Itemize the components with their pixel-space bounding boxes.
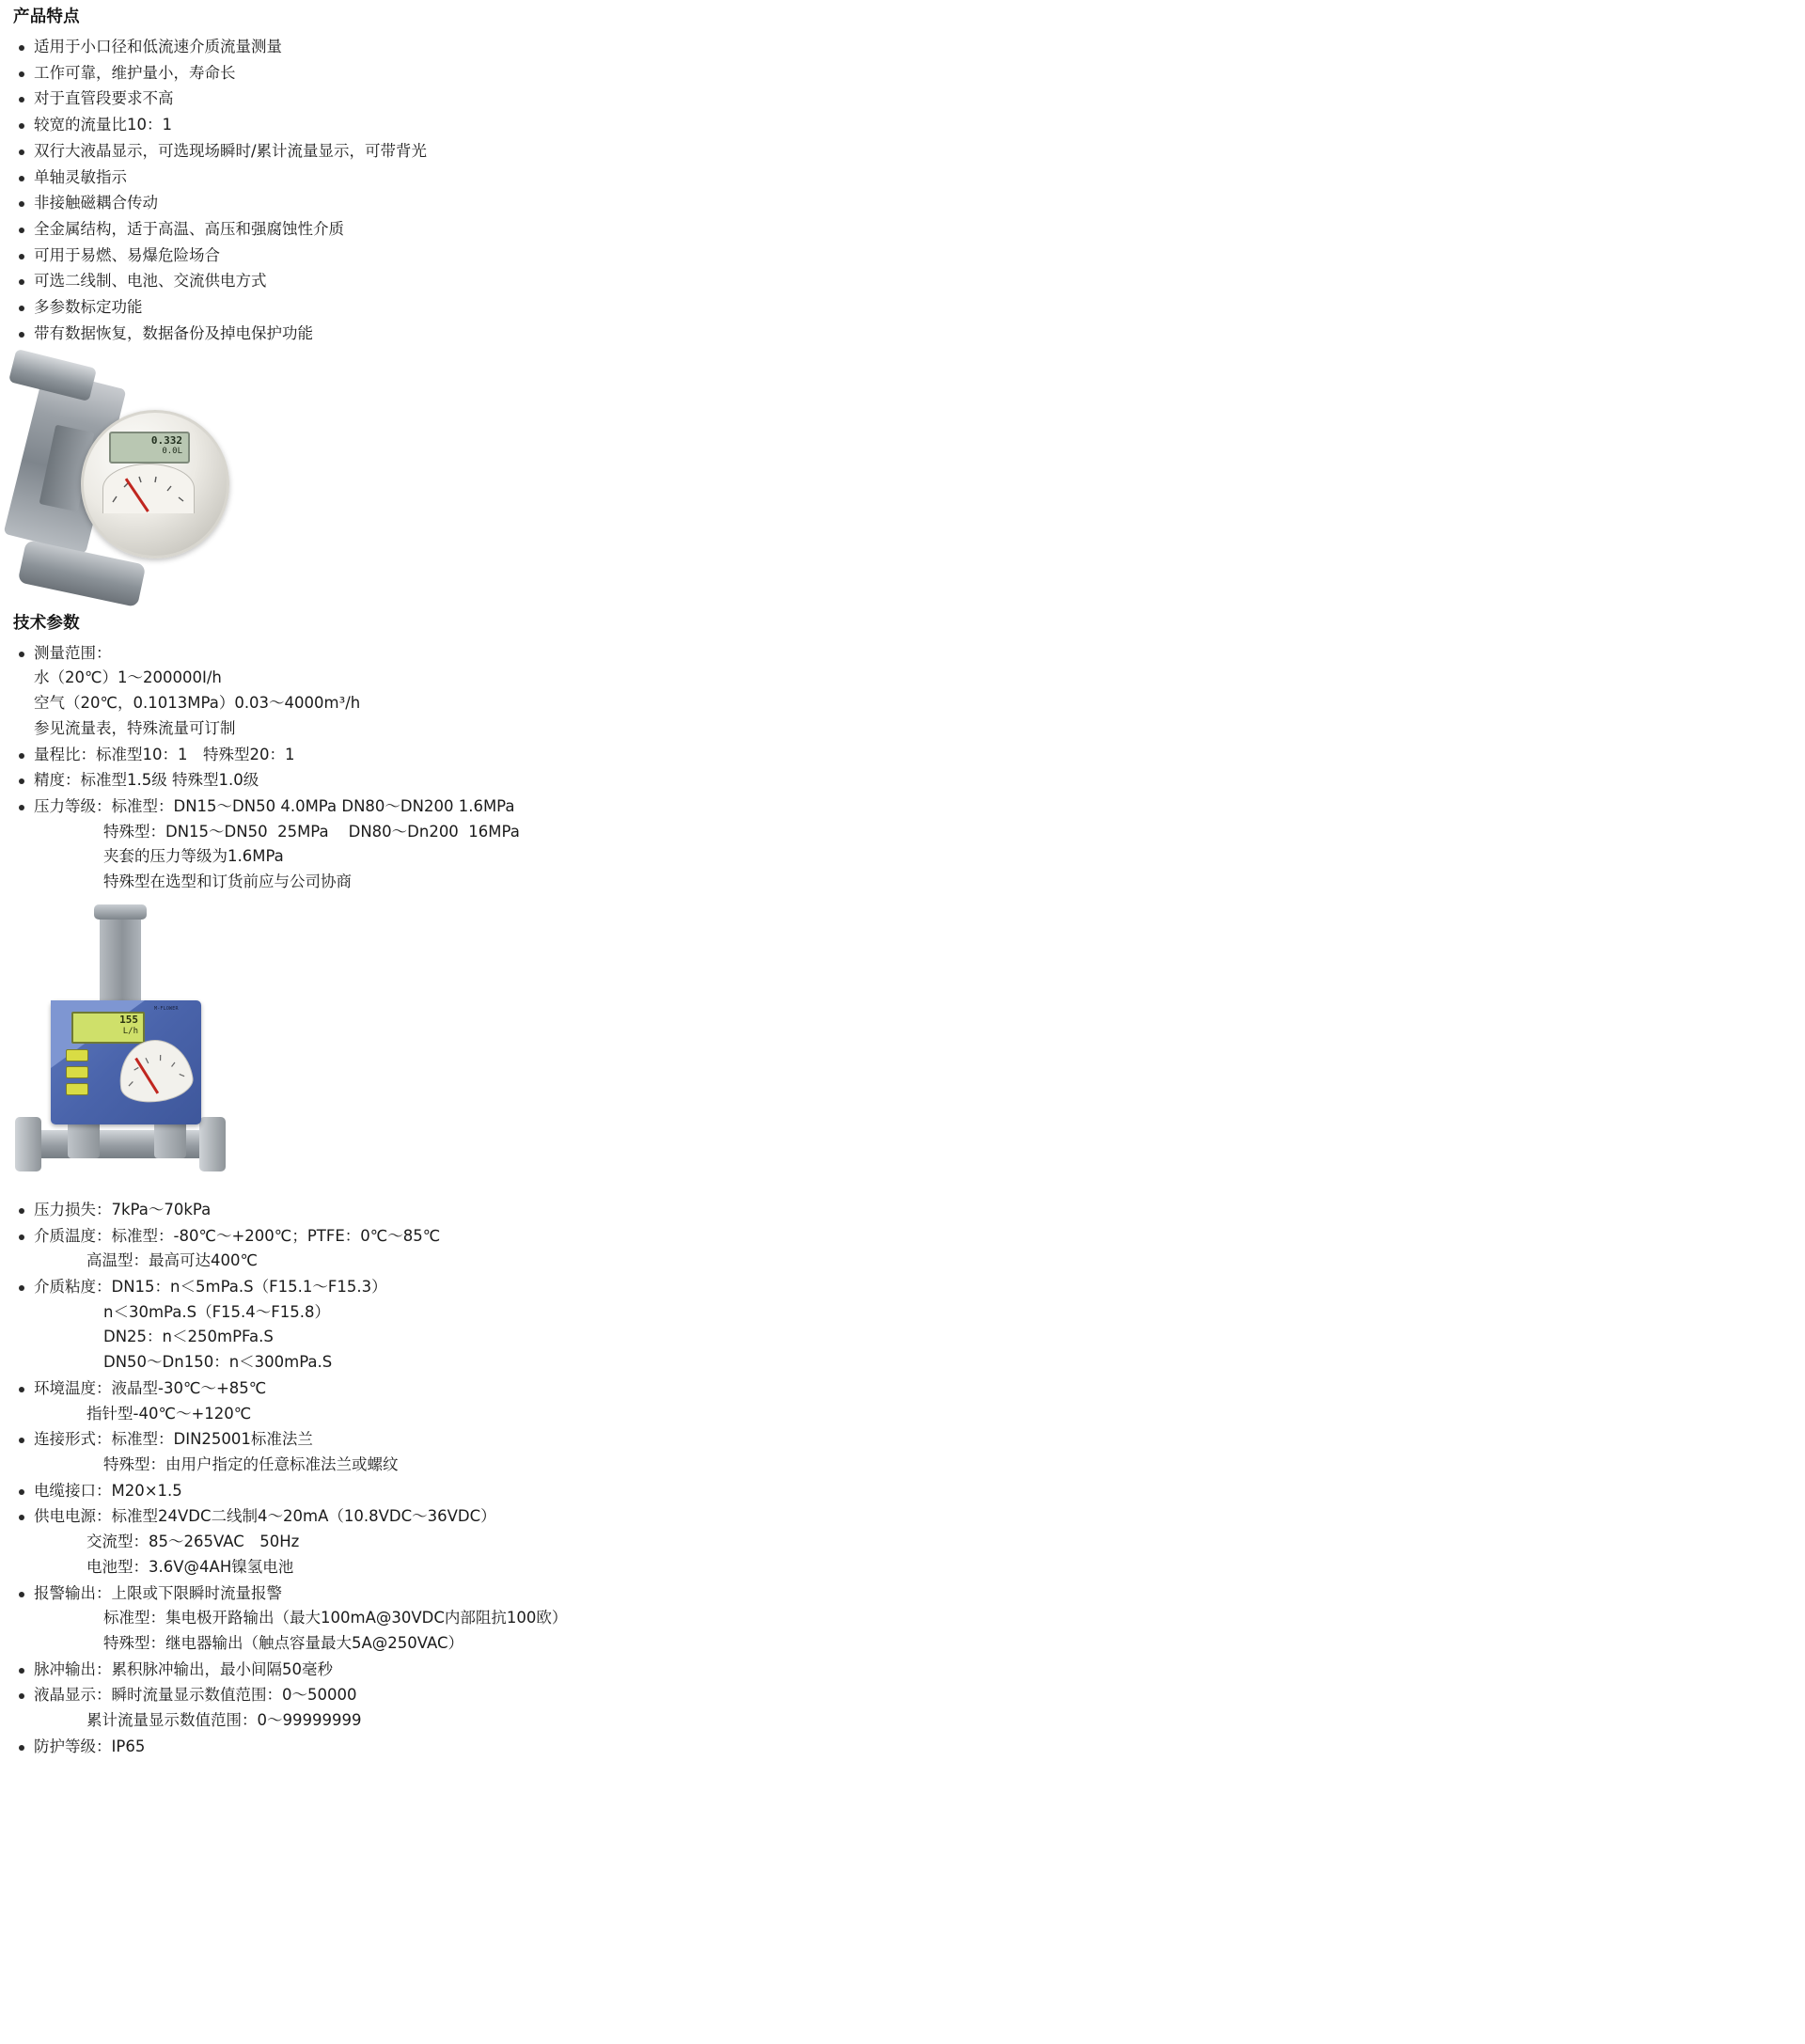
spec-detail: 水（20℃）1～200000I/h — [34, 668, 222, 687]
spec-label: 报警输出：上限或下限瞬时流量报警 — [34, 1583, 282, 1602]
spec-label: 精度：标准型1.5级 特殊型1.0级 — [34, 771, 259, 790]
spec-detail: DN25：n＜250mPFa.S — [103, 1328, 274, 1346]
spec-detail: 标准型：集电极开路输出（最大100mA@30VDC内部阻抗100欧） — [103, 1609, 568, 1627]
spec-label: 环境温度：液晶型-30℃～+85℃ — [34, 1378, 267, 1397]
list-item — [13, 1427, 1805, 1477]
spec-detail: 特殊型：由用户指定的任意标准法兰或螺纹 — [103, 1455, 399, 1473]
list-item: 可选二线制、电池、交流供电方式 — [13, 269, 1805, 294]
list-item — [13, 1581, 1805, 1657]
specs-list-part2 — [0, 1198, 1805, 1760]
spec-detail: 特殊型：DN15～DN50 25MPa DN80～Dn200 16MPa — [103, 822, 520, 841]
spec-detail: 特殊型：继电器输出（触点容量最大5A@250VAC） — [103, 1634, 464, 1653]
pipe-cap — [94, 904, 147, 920]
dial-scale — [102, 464, 195, 513]
list-item — [13, 1376, 1805, 1426]
spec-label: 连接形式：标准型：DIN25001标准法兰 — [34, 1430, 313, 1449]
upper-pipe — [100, 908, 141, 1006]
features-heading: 产品特点 — [13, 8, 80, 26]
spec-label: 测量范围： — [34, 643, 112, 662]
list-item — [13, 1504, 1805, 1580]
spec-detail: 特殊型在选型和订货前应与公司协商 — [103, 873, 352, 891]
spec-detail: DN50～Dn150：n＜300mPa.S — [103, 1353, 333, 1372]
flange-left — [15, 1117, 41, 1171]
list-item — [13, 1683, 1805, 1733]
list-item — [13, 1224, 1805, 1274]
spec-detail: 高温型：最高可达400℃ — [86, 1251, 259, 1270]
list-item — [13, 768, 1805, 794]
list-item: 适用于小口径和低流速介质流量测量 — [13, 35, 1805, 60]
spec-detail: 夹套的压力等级为1.6MPa — [103, 847, 284, 866]
lcd-display — [71, 1012, 145, 1044]
list-item — [13, 1275, 1805, 1376]
list-item: 全金属结构，适于高温、高压和强腐蚀性介质 — [13, 217, 1805, 243]
lcd-value-instant: 0.332 — [150, 433, 182, 447]
spec-label: 介质粘度：DN15：n＜5mPa.S（F15.1～F15.3） — [34, 1277, 387, 1296]
keypad-button[interactable] — [66, 1083, 88, 1095]
spec-label: 压力等级：标准型：DN15～DN50 4.0MPa DN80～DN200 1.6MPa — [34, 796, 515, 815]
lcd-value-unit: L/h — [122, 1026, 138, 1036]
spec-label: 量程比：标准型10：1 特殊型20：1 — [34, 745, 295, 763]
spec-label: 供电电源：标准型24VDC二线制4～20mA（10.8VDC～36VDC） — [34, 1507, 496, 1526]
list-item: 工作可靠，维护量小，寿命长 — [13, 61, 1805, 86]
lcd-value-instant: 155 — [119, 1013, 138, 1026]
list-item — [13, 1198, 1805, 1223]
specs-list-part1 — [0, 641, 1805, 895]
list-item: 多参数标定功能 — [13, 295, 1805, 321]
product-photo-flowmeter-metal-tube — [13, 358, 295, 605]
spec-label: 防护等级：IP65 — [34, 1737, 146, 1755]
lower-pipe — [23, 1130, 222, 1158]
spec-label: 压力损失：7kPa～70kPa — [34, 1200, 212, 1219]
spec-detail: n＜30mPa.S（F15.4～F15.8） — [103, 1302, 331, 1321]
list-item: 非接触磁耦合传动 — [13, 191, 1805, 216]
list-item: 可用于易燃、易爆危险场合 — [13, 244, 1805, 269]
spec-detail: 交流型：85～265VAC 50Hz — [86, 1533, 300, 1551]
lcd-display — [109, 432, 190, 464]
list-item: 对于直管段要求不高 — [13, 86, 1805, 112]
spec-label: 介质温度：标准型：-80℃～+200℃；PTFE：0℃～85℃ — [34, 1226, 441, 1245]
list-item — [13, 743, 1805, 768]
list-item: 双行大液晶显示，可选现场瞬时/累计流量显示，可带背光 — [13, 139, 1805, 165]
dial-ticks-icon — [103, 464, 194, 513]
spec-detail: 累计流量显示数值范围：0～99999999 — [86, 1711, 362, 1730]
spec-detail: 指针型-40℃～+120℃ — [86, 1404, 252, 1423]
list-item — [13, 1658, 1805, 1683]
spec-label: 脉冲输出：累积脉冲输出，最小间隔50毫秒 — [34, 1659, 333, 1678]
keypad[interactable] — [66, 1049, 90, 1093]
product-photo-flowmeter-blue-body — [13, 908, 286, 1190]
features-list — [0, 35, 1805, 347]
list-item — [13, 641, 1805, 742]
keypad-button[interactable] — [66, 1049, 88, 1061]
list-item: 单轴灵敏指示 — [13, 165, 1805, 191]
list-item: 带有数据恢复，数据备份及掉电保护功能 — [13, 322, 1805, 347]
specs-heading: 技术参数 — [13, 613, 80, 633]
list-item — [13, 1735, 1805, 1760]
list-item — [13, 794, 1805, 895]
list-item: 较宽的流量比10：1 — [13, 113, 1805, 138]
spec-label: 液晶显示：瞬时流量显示数值范围：0～50000 — [34, 1686, 357, 1705]
spec-detail: 空气（20℃，0.1013MPa）0.03～4000m³/h — [34, 694, 361, 713]
flange-right — [199, 1117, 226, 1171]
spec-detail: 电池型：3.6V@4AH镍氢电池 — [86, 1557, 294, 1576]
lcd-value-total: 0.0L — [162, 446, 182, 456]
spec-label: 电缆接口：M20×1.5 — [34, 1481, 182, 1500]
keypad-button[interactable] — [66, 1066, 88, 1078]
list-item — [13, 1479, 1805, 1504]
brand-label: M-FLOWER — [154, 1005, 179, 1012]
spec-detail: 参见流量表，特殊流量可订制 — [34, 718, 236, 737]
